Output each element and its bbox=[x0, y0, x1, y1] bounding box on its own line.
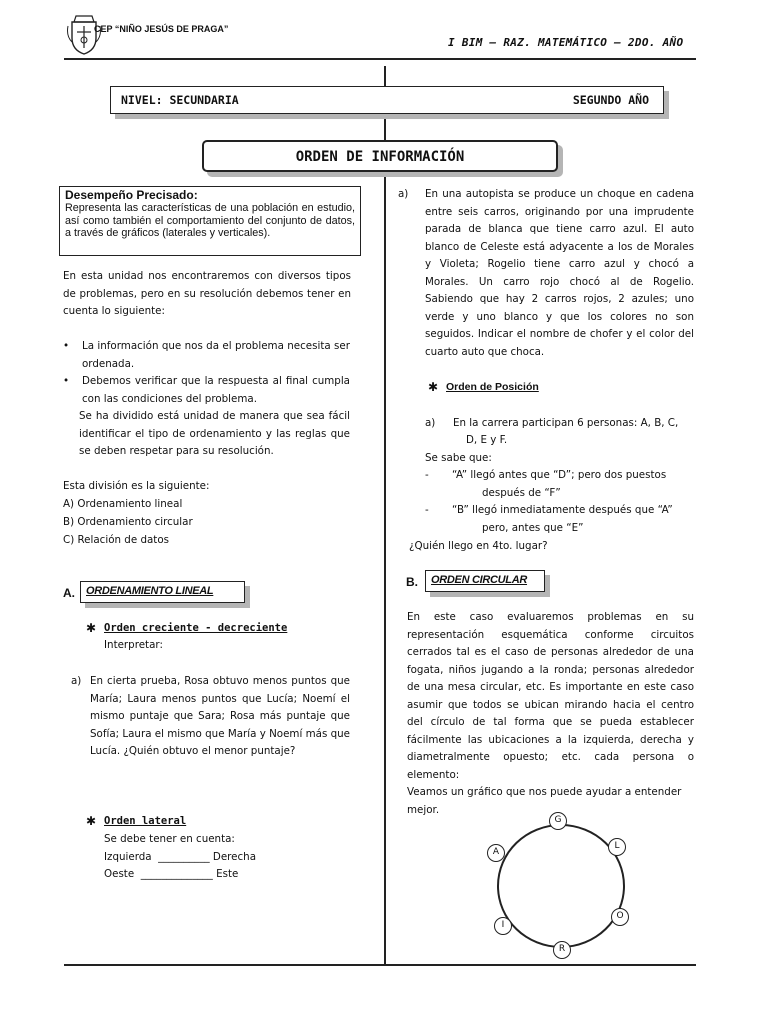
node-g: G bbox=[549, 812, 567, 830]
school-name: CEP “NIÑO JESÚS DE PRAGA” bbox=[94, 24, 229, 34]
division-intro: Esta división es la siguiente: bbox=[63, 480, 210, 492]
condition-line: “A” llegó antes que “D”; pero dos puestos bbox=[452, 469, 667, 481]
division-item: C) Relación de datos bbox=[63, 534, 169, 546]
problem-label: a) bbox=[71, 675, 82, 687]
section-b-box bbox=[425, 570, 545, 592]
node-o: O bbox=[611, 908, 629, 926]
star-icon: ✱ bbox=[86, 814, 97, 828]
node-r: R bbox=[553, 941, 571, 959]
graph-intro: Veamos un gráfico que nos puede ayudar a entender mejor. bbox=[407, 786, 682, 816]
posicion-line: En la carrera participan 6 personas: A, B, C, bbox=[453, 417, 679, 429]
problem-text: En cierta prueba, Rosa obtuvo menos puntos que María; Laura menos puntos que Lucía; Noemí el mismo puntaje que Sara; Rosa más puntaje que Sofía; Laura el mismo que María y Noemí más que Lucía. ¿Quién obtuvo el menor puntaje? bbox=[90, 675, 350, 757]
posicion-line: D, E y F. bbox=[466, 434, 508, 446]
circular-diagram bbox=[497, 824, 625, 948]
grade-label: SEGUNDO AÑO bbox=[572, 93, 649, 107]
bullet-note: Se ha dividido está unidad de manera que sea fácil identificar el tipo de ordenamiento y las reglas que se deben respetar para su resolución. bbox=[79, 410, 350, 457]
condition-line: “B” llegó inmediatamente después que “A” bbox=[452, 504, 673, 516]
header-rule bbox=[64, 58, 696, 60]
intro-paragraph: En esta unidad nos encontraremos con diversos tipos de problemas, pero en su resolución debemos tener en cuenta lo siguiente: bbox=[63, 270, 351, 317]
interpretar-label: Interpretar: bbox=[104, 639, 163, 651]
level-bar bbox=[110, 86, 664, 114]
lateral-line: Izquierda __________ Derecha bbox=[104, 851, 257, 863]
orden-creciente-title: Orden creciente - decreciente bbox=[104, 622, 288, 634]
section-a-box bbox=[80, 581, 245, 603]
desempeno-box bbox=[59, 186, 361, 256]
column-divider bbox=[384, 66, 386, 964]
star-icon: ✱ bbox=[428, 380, 439, 394]
desempeno-title: Desempeño Precisado: bbox=[65, 188, 198, 202]
desempeno-text: Representa las características de una población en estudio, así como también el comportamiento del conjunto de datos, a través de gráficos (laterales y verticales). bbox=[65, 202, 355, 239]
course-title: I BIM – RAZ. MATEMÁTICO – 2DO. AÑO bbox=[448, 36, 684, 49]
page-title-box bbox=[202, 140, 558, 172]
lateral-line: Oeste ______________ Este bbox=[104, 868, 239, 880]
dash: - bbox=[425, 504, 429, 516]
posicion-question: ¿Quién llego en 4to. lugar? bbox=[409, 540, 548, 552]
star-icon: ✱ bbox=[86, 621, 97, 635]
bullet-dot: • bbox=[63, 340, 70, 352]
node-a: A bbox=[487, 844, 505, 862]
bullet-dot: • bbox=[63, 375, 70, 387]
section-a-letter: A. bbox=[63, 586, 75, 600]
dash: - bbox=[425, 469, 429, 481]
node-l: L bbox=[608, 838, 626, 856]
node-i: I bbox=[494, 917, 512, 935]
orden-lateral-title: Orden lateral bbox=[104, 815, 187, 827]
page-title: ORDEN DE INFORMACIÓN bbox=[295, 149, 465, 165]
division-item: A) Ordenamiento lineal bbox=[63, 498, 183, 510]
level-label: NIVEL: SECUNDARIA bbox=[121, 93, 239, 107]
lateral-line: Se debe tener en cuenta: bbox=[104, 833, 235, 845]
bullet-item: La información que nos da el problema necesita ser ordenada. bbox=[82, 340, 350, 370]
condition-line: después de “F” bbox=[482, 487, 561, 499]
orden-posicion-title: Orden de Posición bbox=[446, 381, 539, 393]
section-b-letter: B. bbox=[406, 575, 418, 589]
sabe-label: Se sabe que: bbox=[425, 452, 492, 464]
circular-text: En este caso evaluaremos problemas en su representación esquemática conforme circuitos cerrados tal es el caso de personas alrededor de una fogata, niños jugando a la ronda; personas alrededor de una mesa circular, etc. Es importante en este caso asumir que todos se ubican mirando hacia el centro del círculo de tal forma que se pueda establecer fácilmente las ubicaciones a la izquierda, derecha y diametralmente opuesto; etc. cada persona o elemento: bbox=[407, 611, 694, 781]
division-item: B) Ordenamiento circular bbox=[63, 516, 193, 528]
condition-line: pero, antes que “E” bbox=[482, 522, 584, 534]
section-a-title: ORDENAMIENTO LINEAL bbox=[86, 585, 214, 597]
bullet-item: Debemos verificar que la respuesta al final cumpla con las condiciones del problema. bbox=[82, 375, 350, 405]
problem-label: a) bbox=[425, 417, 436, 429]
section-b-title: ORDEN CIRCULAR bbox=[431, 574, 528, 586]
school-crest-icon bbox=[66, 12, 102, 56]
autopista-problem: En una autopista se produce un choque en cadena entre seis carros, originando por una imprudente parada de blanca que tiene carro azul. El auto blanco de Celeste está adyacente a los de Morales y Violeta; Rogelio tiene carro azul y chocó a Morales. Un carro rojo chocó al de Rogelio. Sabiendo que hay 2 carros rojos, 2 azules; uno verde y uno blanco y que los colores no son seguidos. Indicar el nombre de chofer y el color del cuarto auto que choca. bbox=[425, 188, 694, 358]
footer-rule bbox=[64, 964, 696, 966]
problem-label: a) bbox=[398, 188, 409, 200]
